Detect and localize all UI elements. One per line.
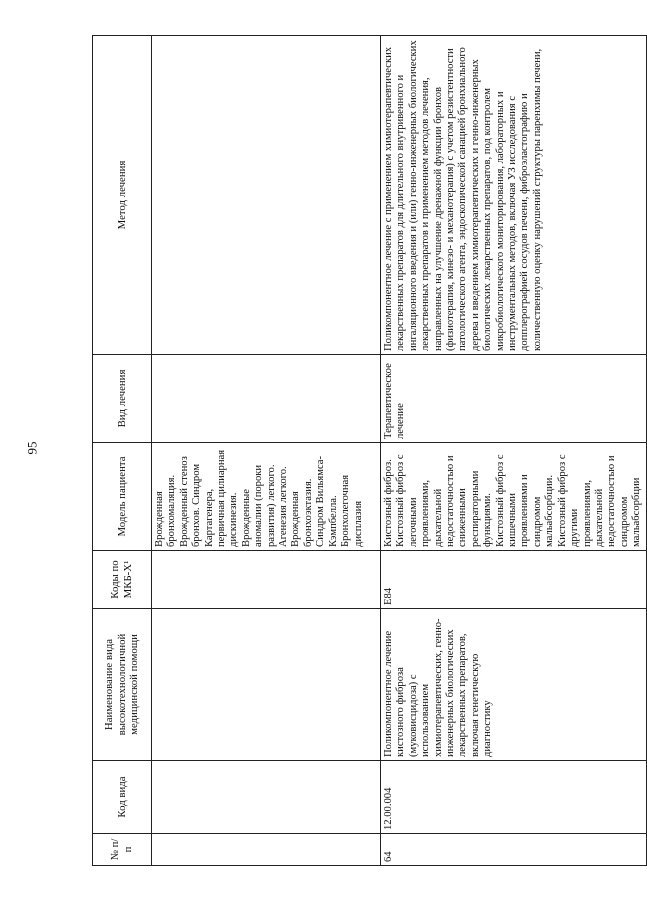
cell-icd: E84 bbox=[381, 551, 647, 609]
cell-code bbox=[152, 761, 381, 834]
header-name: Наименование вида высокотехнологичной медицинской помощи bbox=[93, 609, 152, 761]
medical-care-table bbox=[92, 35, 647, 866]
table-row bbox=[381, 36, 647, 866]
cell-model: Кистозный фиброз. Кистозный фиброз с легочными проявлениями, дыхательной недостаточностью и сниженными респираторными функциями. Кистозный фиброз с кишечными проявлениями и синдромом мальабсорбции. Кистозный фиброз с другими проявлениями, дыхательной недостаточностью и синдромом мальабсорбции bbox=[381, 443, 647, 551]
cell-name: Поликомпонентное лечение кистозного фиброза (муковисцидоза) с использованием химиотерапевтических, генно-инженерных биологических лекарственных препаратов, включая генетическую диагностику bbox=[381, 609, 647, 761]
cell-num bbox=[152, 834, 381, 866]
cell-treatment bbox=[152, 355, 381, 443]
page-number: 95 bbox=[24, 441, 40, 455]
cell-name bbox=[152, 609, 381, 761]
cell-model: Врожденная бронхомаляция. Врожденный стеноз бронхов. Синдром Картагенера, первичная цилиарная дискинезия. Врожденные аномалии (пороки развития) легкого. Агенезия легкого. Врожденная бронхоэктазия. Синдром Вильямса-Кэмпбелла. Бронхолегочная дисплазия bbox=[152, 443, 381, 551]
header-num: № п/п bbox=[93, 834, 152, 866]
cell-num: 64 bbox=[381, 834, 647, 866]
header-code: Код вида bbox=[93, 761, 152, 834]
cell-code: 12.00.004 bbox=[381, 761, 647, 834]
cell-method: Поликомпонентное лечение с применением химиотерапевтических лекарственных препаратов для длительного внутривенного и ингаляционного введения и (или) генно-инженерных биологических лекарственных препаратов и применением методов лечения, направленных на улучшение дренажной функции бронхов (физиотерапия, кинезо- и механотерапия) с учетом резистентности патологического агента, эндоскопической санацией бронхиального дерева и введением химиотерапевтических и генно-инженерных биологических лекарственных препаратов, под контролем микробиологического мониторирования, лабораторных и инструментальных методов, включая УЗ исследования с допплерографией сосудов печени, фиброэластографию и количественную оценку нарушений структуры паренхимы печени, bbox=[381, 36, 647, 355]
cell-icd bbox=[152, 551, 381, 609]
cell-treatment: Терапевтическое лечение bbox=[381, 355, 647, 443]
document-sheet bbox=[92, 36, 643, 866]
table-row bbox=[152, 36, 381, 866]
table-header-row bbox=[93, 36, 152, 866]
cell-method bbox=[152, 36, 381, 355]
header-treatment: Вид лечения bbox=[93, 355, 152, 443]
header-method: Метод лечения bbox=[93, 36, 152, 355]
header-icd: Коды по МКБ-X¹ bbox=[93, 551, 152, 609]
header-model: Модель пациента bbox=[93, 443, 152, 551]
